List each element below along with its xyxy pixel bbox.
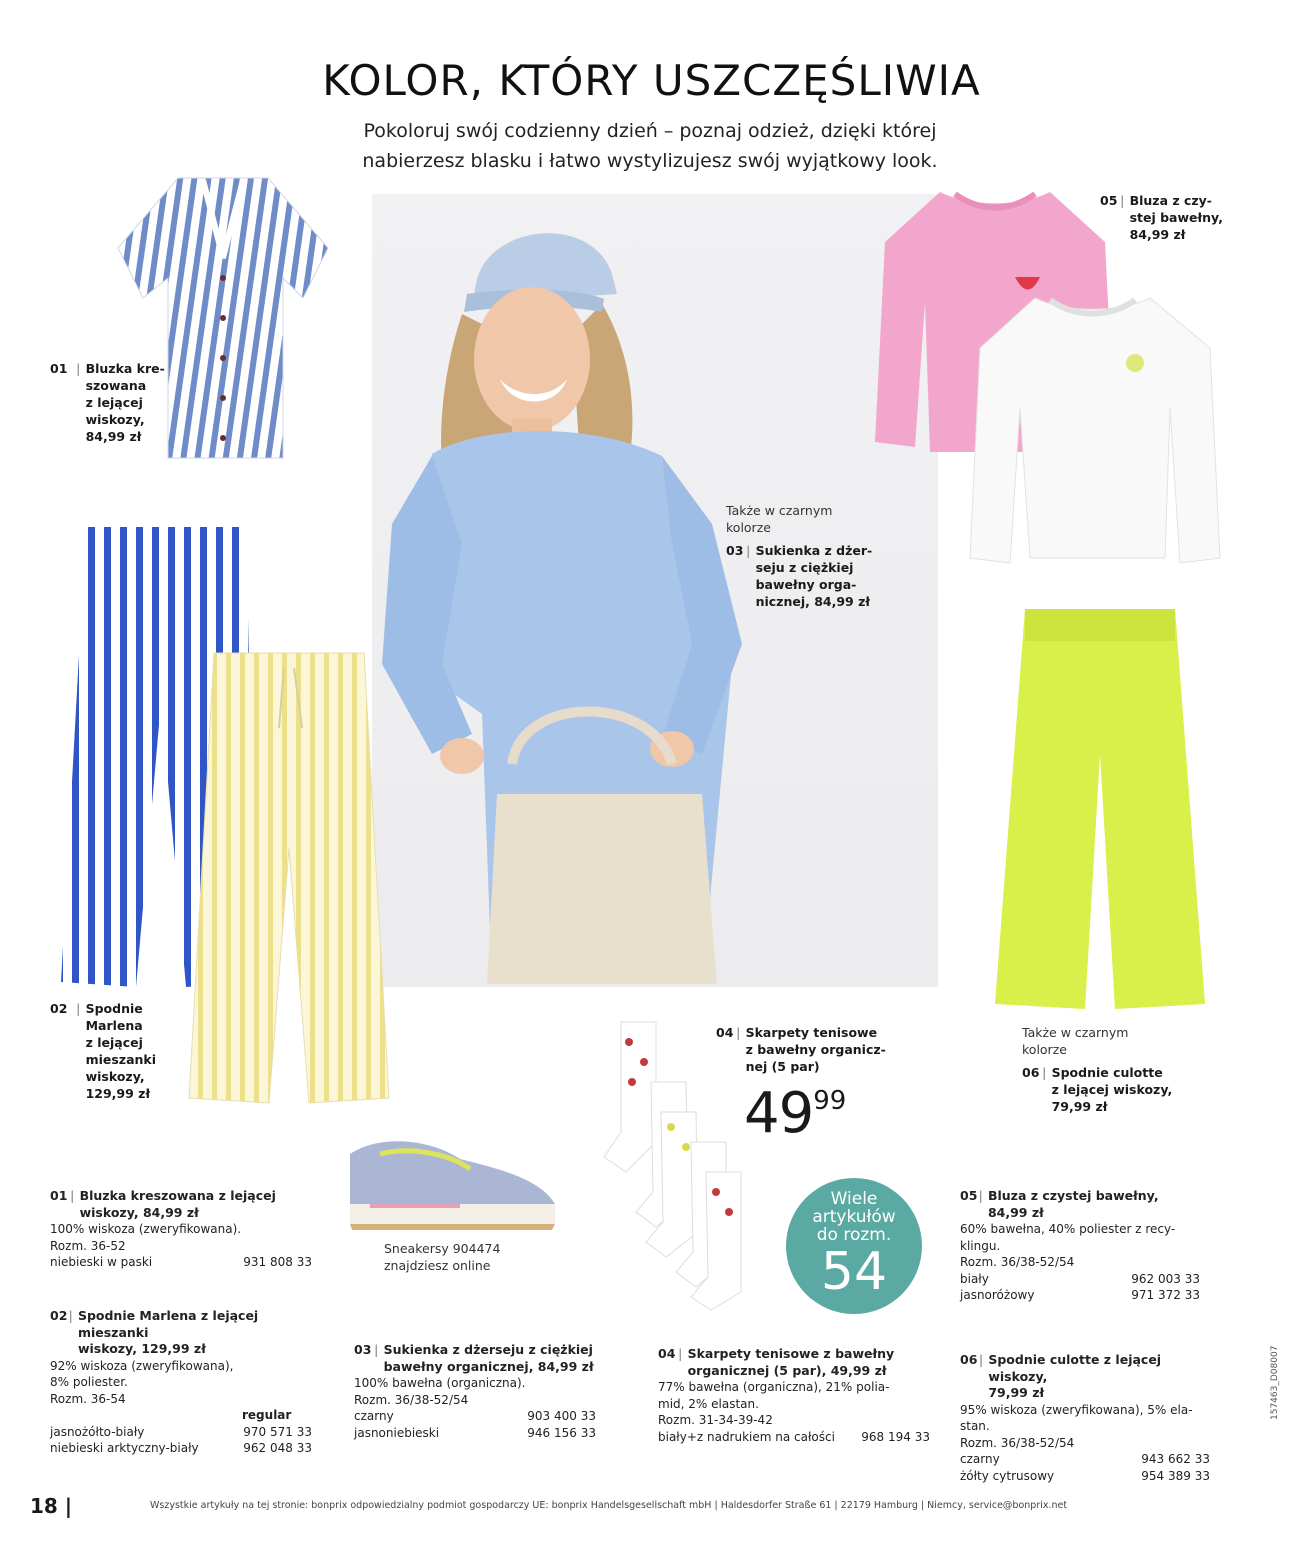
detail-row — [960, 1271, 1200, 1288]
detail-title — [960, 1352, 1210, 1402]
detail-code: 954 389 33 — [1141, 1468, 1210, 1483]
label-text — [756, 542, 873, 610]
label-line: 129,99 zł — [85, 1086, 151, 1101]
socks-price — [744, 1081, 847, 1146]
label-line: Sukienka z dżer- — [755, 543, 873, 558]
label-separator: | — [76, 361, 81, 376]
detail-separator: | — [68, 1308, 73, 1323]
label-line: z lejącej — [85, 395, 143, 410]
label-line: szowana — [85, 378, 147, 393]
label-text — [746, 1024, 886, 1075]
detail-title — [354, 1342, 596, 1375]
label-number: 01 — [50, 361, 68, 376]
detail-title-line: Skarpety tenisowe z bawełny — [687, 1346, 895, 1361]
detail-title-line: Bluzka kreszowana z lejącej — [79, 1188, 276, 1203]
label-line: 84,99 zł — [1129, 227, 1186, 242]
subtitle-line-2: nabierzesz blasku i łatwo wystylizujesz swój wyjątkowy look. — [362, 150, 938, 172]
label-line: Skarpety tenisowe — [745, 1025, 878, 1040]
detail-color: niebieski w paski — [50, 1255, 153, 1269]
detail-title — [960, 1188, 1200, 1221]
sneaker-note-line: znajdziesz online — [384, 1258, 491, 1273]
lime-culottes-image — [990, 604, 1212, 1012]
label-separator: | — [1042, 1065, 1047, 1080]
detail-code: 962 003 33 — [1131, 1271, 1200, 1286]
label-text — [86, 1000, 156, 1102]
badge-line: Wiele — [830, 1189, 878, 1209]
detail-material: 92% wiskoza (zweryfikowana), — [50, 1358, 234, 1373]
detail-color: niebieski arktyczny-biały — [50, 1441, 199, 1455]
detail-row — [960, 1287, 1200, 1304]
detail-title-text — [688, 1346, 895, 1379]
sneaker-note-line: Sneakersy 904474 — [384, 1241, 501, 1256]
detail-title-line: wiskozy, 84,99 zł — [79, 1204, 199, 1220]
label-line: nicznej, 84,99 zł — [755, 594, 871, 609]
white-sweatshirt-image — [960, 288, 1225, 578]
badge-line: do rozm. — [816, 1225, 892, 1245]
detail-separator: | — [678, 1346, 683, 1361]
detail-size: Rozm. 31-34-39-42 — [658, 1413, 773, 1427]
detail-material: stan. — [960, 1419, 990, 1433]
detail-code: 962 048 33 — [243, 1441, 312, 1455]
label-note: kolorze — [1022, 1042, 1067, 1057]
badge-line: artykułów — [812, 1207, 896, 1227]
label-line: Marlena — [85, 1018, 143, 1033]
label-socks — [716, 1024, 906, 1075]
detail-title-line: bawełny organicznej, 84,99 zł — [383, 1358, 594, 1374]
detail-size: Rozm. 36/38-52/54 — [354, 1392, 469, 1407]
detail-row — [50, 1254, 312, 1271]
label-number: 04 — [716, 1025, 734, 1040]
subtitle-line-1: Pokoloruj swój codzienny dzień – poznaj odzież, dzięki której — [363, 120, 937, 142]
detail-title-line: organicznej (5 par), 49,99 zł — [687, 1362, 887, 1378]
detail-title-text — [78, 1308, 312, 1358]
label-line: nej (5 par) — [745, 1059, 820, 1074]
label-line: z lejącej wiskozy, — [1051, 1082, 1173, 1097]
label-text — [1052, 1064, 1173, 1115]
detail-number: 02 — [50, 1308, 68, 1323]
sneaker-note — [384, 1240, 500, 1274]
detail-material: 95% wiskoza (zweryfikowana), 5% ela- — [960, 1402, 1193, 1417]
detail-size: Rozm. 36/38-52/54 — [960, 1435, 1075, 1450]
label-line: seju z ciężkiej — [755, 560, 854, 575]
detail-number: 05 — [960, 1188, 978, 1203]
detail-material: 77% bawełna (organiczna), 21% polia- — [658, 1380, 890, 1394]
label-note: kolorze — [726, 520, 771, 535]
label-separator: | — [1120, 193, 1125, 208]
label-sweatshirt — [1100, 192, 1240, 243]
detail-row — [354, 1408, 596, 1425]
label-line: 84,99 zł — [85, 429, 142, 444]
detail-title-line: 79,99 zł — [988, 1385, 1045, 1400]
detail-code: 943 662 33 — [1141, 1452, 1210, 1466]
label-line: wiskozy, — [85, 1069, 145, 1084]
detail-number: 03 — [354, 1342, 372, 1357]
label-line: Bluzka kre- — [85, 361, 165, 376]
label-separator: | — [736, 1025, 741, 1040]
footer-legal-text: Wszystkie artykuły na tej stronie: bonprix odpowiedzialny podmiot gospodarczy UE: bonprix Handelsgesellschaft mbH | Haldesdorfer Straße 61 | 22179 Hamburg | Niemcy, service@bonprix.net — [150, 1500, 1068, 1511]
label-number: 03 — [726, 543, 744, 558]
label-dress-name — [726, 542, 906, 610]
label-separator: | — [746, 543, 751, 558]
label-line: Spodnie — [85, 1001, 143, 1016]
detail-row — [960, 1451, 1210, 1468]
label-separator: | — [76, 1001, 81, 1016]
detail-separator: | — [978, 1188, 983, 1203]
detail-row — [960, 1468, 1210, 1485]
detail-color: czarny — [354, 1409, 394, 1423]
label-line: 79,99 zł — [1051, 1099, 1108, 1114]
detail-material: 8% poliester. — [50, 1375, 128, 1389]
detail-code: 971 372 33 — [1131, 1288, 1200, 1302]
detail-title-text — [384, 1342, 594, 1375]
detail-title-line: Spodnie culotte z lejącej wiskozy, — [988, 1352, 1162, 1384]
detail-title-line: Sukienka z dżerseju z ciężkiej — [383, 1342, 593, 1357]
label-number: 02 — [50, 1001, 68, 1016]
catalog-id: 157463_D08007 — [1270, 1345, 1280, 1420]
label-number: 06 — [1022, 1065, 1040, 1080]
detail-row — [50, 1424, 312, 1441]
detail-color: żółty cytrusowy — [960, 1468, 1055, 1483]
detail-code: 903 400 33 — [527, 1409, 596, 1423]
detail-blouse — [50, 1188, 312, 1271]
size-badge — [786, 1178, 922, 1314]
label-culottes — [1022, 1024, 1212, 1115]
detail-title — [50, 1308, 312, 1358]
detail-row — [50, 1440, 312, 1457]
price-main: 49 — [744, 1081, 814, 1146]
detail-sweatshirt — [960, 1188, 1200, 1304]
label-line: bawełny orga- — [755, 577, 857, 592]
detail-title-line: wiskozy, 129,99 zł — [77, 1341, 206, 1356]
detail-title-text: Bluza z czystej bawełny, 84,99 zł — [987, 1188, 1159, 1220]
detail-culottes — [960, 1352, 1210, 1484]
detail-socks — [658, 1346, 930, 1445]
label-line: Spodnie culotte — [1051, 1065, 1163, 1080]
detail-separator: | — [978, 1352, 984, 1367]
detail-color: biały — [960, 1271, 989, 1286]
yellow-striped-trousers-image — [184, 648, 394, 1108]
detail-title-text — [988, 1352, 1210, 1402]
detail-separator: | — [70, 1188, 75, 1203]
price-cents: 99 — [813, 1086, 847, 1116]
label-note: Także w czarnym — [726, 503, 833, 518]
badge-number: 54 — [820, 1242, 888, 1302]
page-subtitle — [280, 116, 1020, 176]
label-number: 05 — [1100, 193, 1118, 208]
detail-number: 01 — [50, 1188, 68, 1203]
detail-number: 04 — [658, 1346, 676, 1361]
detail-title — [658, 1346, 930, 1379]
label-line: z bawełny organicz- — [745, 1042, 886, 1057]
detail-size: Rozm. 36/38-52/54 — [960, 1255, 1075, 1269]
detail-number: 06 — [960, 1352, 978, 1367]
detail-material: 100% bawełna (organiczna). — [354, 1376, 526, 1390]
label-text — [1130, 192, 1223, 243]
detail-material: 60% bawełna, 40% poliester z recy- — [960, 1222, 1176, 1236]
detail-material: klingu. — [960, 1238, 1001, 1253]
detail-color: biały+z nadrukiem na całości — [658, 1429, 835, 1444]
page-title: KOLOR, KTÓRY USZCZĘŚLIWIA — [322, 56, 981, 105]
label-blouse — [50, 360, 170, 445]
label-note: Także w czarnym — [1022, 1025, 1129, 1040]
detail-code: 946 156 33 — [527, 1425, 596, 1440]
detail-code: 968 194 33 — [861, 1429, 930, 1444]
detail-dress — [354, 1342, 596, 1441]
detail-size: Rozm. 36-54 — [50, 1391, 126, 1406]
detail-color: czarny — [960, 1452, 1000, 1466]
sneaker-image — [340, 1124, 565, 1234]
detail-code: 970 571 33 — [243, 1424, 312, 1439]
detail-color: jasnożółto-biały — [50, 1424, 145, 1439]
detail-code: 931 808 33 — [243, 1255, 312, 1269]
detail-row — [354, 1425, 596, 1442]
label-line: Bluza z czy- — [1129, 193, 1212, 208]
label-line: z lejącej — [85, 1035, 143, 1050]
detail-color: jasnoróżowy — [960, 1288, 1035, 1302]
detail-title-line: Spodnie Marlena z lejącej mieszanki — [77, 1308, 259, 1340]
page-number: 18 | — [30, 1494, 73, 1518]
detail-size: Rozm. 36-52 — [50, 1238, 126, 1253]
detail-row — [658, 1429, 930, 1446]
detail-material: 100% wiskoza (zweryfikowana). — [50, 1222, 242, 1236]
page-number-text: 18 — [30, 1494, 58, 1518]
label-text — [86, 360, 165, 445]
detail-trousers — [50, 1308, 312, 1457]
label-line: wiskozy, — [85, 412, 145, 427]
detail-column-head: regular — [242, 1408, 292, 1422]
label-line: mieszanki — [85, 1052, 157, 1067]
label-trousers — [50, 1000, 170, 1102]
detail-title — [50, 1188, 312, 1221]
label-dress — [726, 502, 906, 610]
label-line: stej bawełny, — [1129, 210, 1223, 225]
detail-separator: | — [374, 1342, 379, 1357]
detail-material: mid, 2% elastan. — [658, 1396, 759, 1411]
detail-title-text — [80, 1188, 276, 1221]
label-culottes-name — [1022, 1064, 1212, 1115]
detail-color: jasnoniebieski — [354, 1425, 440, 1440]
